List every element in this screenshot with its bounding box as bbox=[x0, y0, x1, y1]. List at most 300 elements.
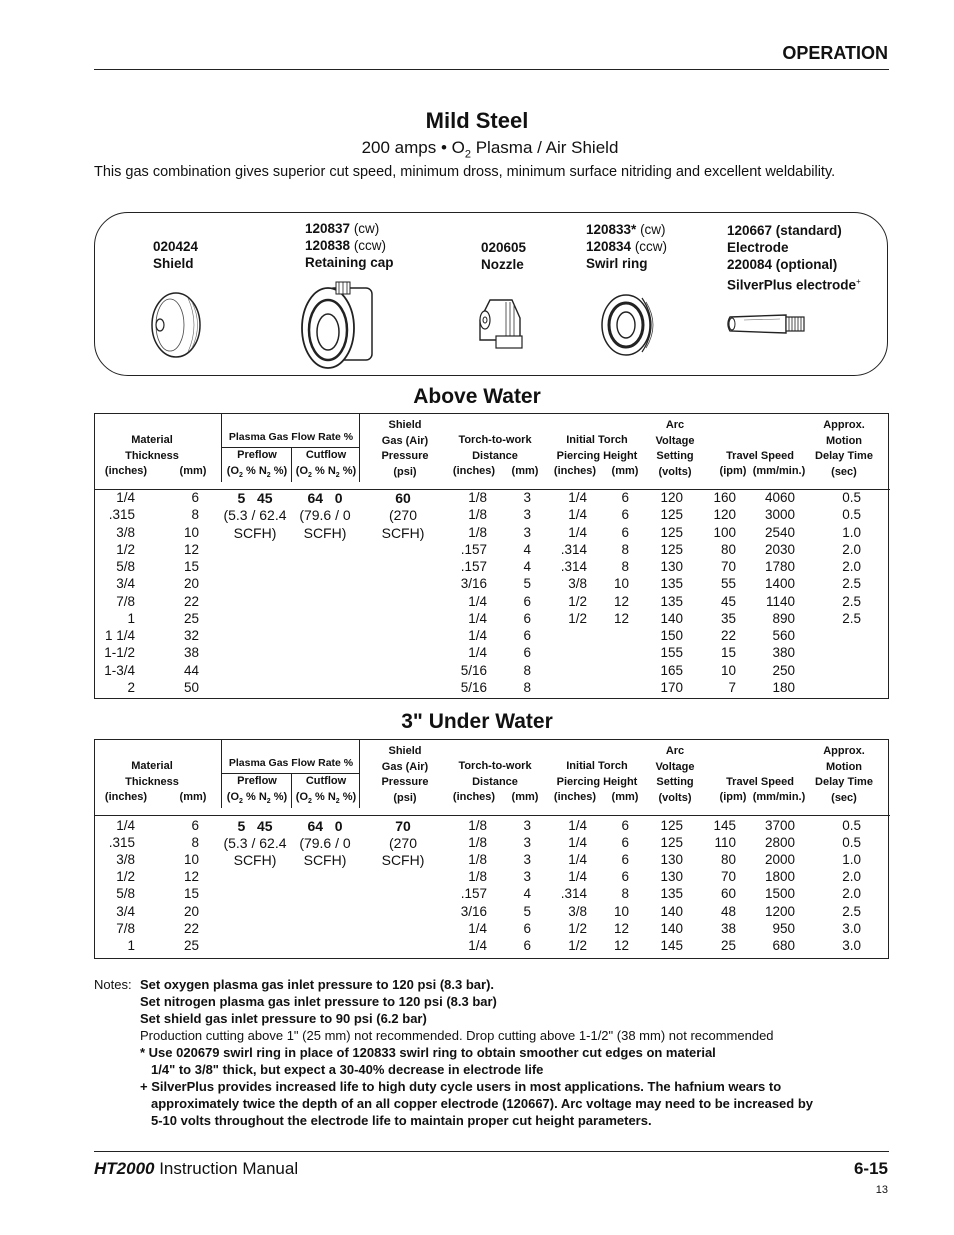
part-superscript: + bbox=[856, 277, 861, 286]
delay-time-header: Delay Time bbox=[815, 776, 873, 788]
table-row bbox=[95, 576, 890, 593]
thickness-inches: 1/4 bbox=[116, 818, 135, 833]
pierce-height-mm: 8 bbox=[621, 541, 629, 557]
cutflow-value: (79.6 / 0 bbox=[299, 507, 351, 524]
manual-name: Instruction Manual bbox=[154, 1159, 299, 1178]
pierce-height-inches: 3/8 bbox=[568, 903, 587, 919]
pierce-height-inches: 1/2 bbox=[568, 937, 587, 953]
thickness-inches: 5/8 bbox=[116, 886, 135, 902]
part-label-line bbox=[586, 221, 667, 238]
note-line: * Use 020679 swirl ring in place of 120833 swirl ring to obtain smoother cut edges on material bbox=[140, 1045, 716, 1060]
travel-speed-mm-min: 1780 bbox=[764, 559, 795, 574]
arc-voltage-header: Arc bbox=[665, 745, 685, 757]
preflow-value: (5.3 / 62.4 bbox=[223, 507, 287, 524]
mm-header: (mm) bbox=[179, 791, 207, 803]
table-row bbox=[95, 628, 890, 645]
o2n2-text: (O bbox=[295, 465, 309, 477]
part-number: 120838 bbox=[305, 238, 351, 253]
inches-header: (inches) bbox=[452, 465, 496, 477]
delay-time: 0.5 bbox=[842, 507, 861, 523]
travel-speed-ipm: 55 bbox=[720, 576, 736, 592]
notes-label: Notes: bbox=[94, 977, 132, 992]
thickness-inches: 1-3/4 bbox=[104, 662, 135, 678]
thickness-mm: 8 bbox=[191, 507, 199, 523]
o2n2-text: % N bbox=[311, 791, 336, 803]
part-label-line bbox=[305, 237, 394, 254]
part-label-line bbox=[727, 239, 861, 256]
pierce-height-inches: .314 bbox=[560, 541, 587, 557]
travel-speed-ipm: 48 bbox=[720, 903, 736, 919]
arc-voltage: 140 bbox=[660, 610, 683, 626]
pierce-height-inches: .314 bbox=[560, 559, 587, 574]
pierce-height-header: Initial Torch bbox=[566, 434, 628, 446]
part-direction: (ccw) bbox=[350, 238, 387, 253]
pierce-height-inches: 1/2 bbox=[568, 593, 587, 609]
torch-distance-header: Torch-to-work bbox=[458, 434, 532, 446]
part-number: 020605 bbox=[481, 240, 527, 255]
pierce-height-mm: 12 bbox=[613, 593, 629, 609]
cutflow-value: SCFH) bbox=[303, 524, 347, 541]
retaining-cap-part-icon bbox=[298, 280, 380, 372]
mm-header: (mm) bbox=[511, 791, 539, 803]
torch-distance-mm: 6 bbox=[523, 645, 531, 661]
part-label-line bbox=[586, 255, 667, 272]
torch-distance-inches: 1/8 bbox=[468, 507, 487, 523]
travel-speed-mm-min: 3700 bbox=[764, 818, 795, 833]
thickness-inches: 3/8 bbox=[116, 524, 135, 540]
delay-time-header: Motion bbox=[825, 434, 863, 447]
table-row bbox=[95, 645, 890, 662]
travel-speed-ipm: 120 bbox=[713, 507, 736, 523]
header-rule bbox=[94, 69, 889, 70]
travel-speed-mm-min: 1800 bbox=[764, 869, 795, 885]
thickness-mm: 6 bbox=[191, 490, 199, 505]
arc-voltage: 140 bbox=[660, 920, 683, 936]
torch-distance-mm: 6 bbox=[523, 610, 531, 626]
arc-voltage: 130 bbox=[660, 559, 683, 574]
thickness-mm: 22 bbox=[183, 593, 199, 609]
travel-speed-mm-min: 950 bbox=[772, 920, 795, 936]
pierce-height-mm: 6 bbox=[621, 818, 629, 833]
footer-rule bbox=[94, 1151, 889, 1152]
section-header: OPERATION bbox=[782, 43, 888, 63]
thickness-inches: 1 bbox=[127, 610, 135, 626]
table-row bbox=[95, 921, 890, 938]
delay-time: 2.0 bbox=[842, 541, 861, 557]
o2n2-text: %) bbox=[339, 465, 357, 477]
cutflow-units bbox=[292, 464, 360, 484]
part-number: 120834 bbox=[586, 239, 632, 254]
torch-distance-inches: 1/4 bbox=[468, 645, 487, 661]
torch-distance-inches: 1/8 bbox=[468, 835, 487, 851]
page-title: Mild Steel bbox=[425, 108, 529, 133]
torch-distance-inches: .157 bbox=[460, 559, 487, 574]
inches-header: (inches) bbox=[104, 791, 148, 803]
table-row bbox=[95, 663, 890, 680]
preflow-value: SCFH) bbox=[233, 524, 277, 541]
thickness-mm: 12 bbox=[183, 869, 199, 885]
thickness-mm: 10 bbox=[183, 852, 199, 868]
thickness-inches: 1 1/4 bbox=[104, 628, 135, 643]
arc-voltage: 170 bbox=[660, 679, 683, 695]
thickness-mm: 25 bbox=[183, 937, 199, 953]
part-label-line bbox=[305, 220, 394, 237]
travel-speed-ipm: 110 bbox=[714, 835, 736, 851]
preflow-value: 5 45 bbox=[237, 490, 273, 506]
travel-speed-mm-min: 250 bbox=[772, 662, 795, 678]
note-line: 1/4" to 3/8" thick, but expect a 30-40% decrease in electrode life bbox=[151, 1062, 544, 1077]
torch-distance-inches: 3/16 bbox=[460, 576, 487, 592]
delay-time: 0.5 bbox=[842, 835, 861, 851]
mm-header: (mm) bbox=[611, 791, 639, 803]
delay-time: 1.0 bbox=[842, 524, 861, 540]
mm-min-header: (mm/min.) bbox=[752, 465, 806, 477]
table-row bbox=[95, 938, 890, 955]
o2n2-sub: 2 bbox=[266, 472, 271, 480]
delay-time: 2.5 bbox=[842, 593, 861, 609]
travel-speed-mm-min: 1400 bbox=[764, 576, 795, 592]
part-number: Shield bbox=[153, 256, 194, 271]
pierce-height-mm: 6 bbox=[621, 524, 629, 540]
pierce-height-inches: 3/8 bbox=[568, 576, 587, 592]
arc-voltage: 125 bbox=[660, 507, 683, 523]
process-subtitle: 200 amps • $O_2$ Plasma / Air Shield bbox=[361, 138, 619, 161]
torch-distance-mm: 6 bbox=[523, 593, 531, 609]
o2n2-sub: 2 bbox=[308, 798, 312, 806]
travel-speed-mm-min: 1500 bbox=[764, 886, 795, 902]
shield-header: Shield bbox=[388, 745, 422, 757]
table-row bbox=[95, 559, 890, 576]
pierce-height-header: Piercing Height bbox=[556, 776, 638, 788]
thickness-mm: 32 bbox=[183, 628, 199, 643]
part-label-line bbox=[586, 238, 667, 255]
note-line: 5-10 volts throughout the electrode life to maintain proper cut height parameters. bbox=[151, 1113, 652, 1128]
thickness-mm: 50 bbox=[183, 679, 199, 695]
thickness-mm: 15 bbox=[183, 559, 199, 574]
part-label-line bbox=[481, 256, 526, 273]
torch-distance-mm: 3 bbox=[523, 507, 531, 523]
travel-speed-ipm: 100 bbox=[713, 524, 736, 540]
torch-distance-inches: 1/8 bbox=[468, 852, 487, 868]
table-row bbox=[95, 611, 890, 628]
torch-distance-inches: .157 bbox=[460, 886, 487, 902]
travel-speed-ipm: 45 bbox=[720, 593, 736, 609]
inches-header: (inches) bbox=[553, 465, 597, 477]
travel-speed-mm-min: 4060 bbox=[764, 490, 795, 505]
shield-header: Gas (Air) bbox=[381, 434, 429, 447]
mm-header: (mm) bbox=[179, 465, 207, 477]
torch-distance-mm: 6 bbox=[523, 920, 531, 936]
o2n2-sub: 2 bbox=[335, 472, 340, 480]
part-number: 220084 (optional) bbox=[727, 257, 838, 272]
torch-distance-mm: 5 bbox=[523, 576, 531, 592]
table-row bbox=[95, 835, 890, 852]
torch-distance-mm: 6 bbox=[523, 937, 531, 953]
travel-speed-mm-min: 1200 bbox=[764, 903, 795, 919]
inches-header: (inches) bbox=[553, 791, 597, 803]
travel-speed-ipm: 7 bbox=[728, 679, 736, 695]
part-label bbox=[305, 220, 394, 271]
arc-voltage-header: Setting bbox=[656, 450, 694, 462]
travel-speed-mm-min: 3000 bbox=[764, 507, 795, 523]
o2n2-sub: 2 bbox=[266, 798, 271, 806]
shield-header: (psi) bbox=[393, 465, 417, 478]
cutflow-value: SCFH) bbox=[303, 852, 347, 869]
travel-speed-ipm: 22 bbox=[720, 628, 736, 643]
thickness-mm: 6 bbox=[191, 818, 199, 833]
part-number: 120837 bbox=[305, 221, 351, 236]
part-number: Electrode bbox=[727, 240, 789, 255]
travel-speed-mm-min: 890 bbox=[772, 610, 795, 626]
thickness-mm: 22 bbox=[183, 920, 199, 936]
arc-voltage-header: (volts) bbox=[658, 465, 692, 478]
torch-distance-inches: 1/4 bbox=[468, 610, 487, 626]
delay-time: 2.0 bbox=[842, 559, 861, 574]
travel-speed-ipm: 15 bbox=[720, 645, 736, 661]
part-label-line bbox=[727, 256, 861, 273]
o2n2-text: % N bbox=[242, 791, 267, 803]
delay-time: 3.0 bbox=[842, 937, 861, 953]
travel-speed-ipm: 25 bbox=[720, 937, 736, 953]
pierce-height-mm: 8 bbox=[621, 559, 629, 574]
pierce-height-header: Piercing Height bbox=[556, 450, 638, 462]
travel-speed-mm-min: 680 bbox=[772, 937, 795, 953]
torch-distance-inches: .157 bbox=[460, 541, 487, 557]
table-row bbox=[95, 886, 890, 903]
delay-time: 2.0 bbox=[842, 869, 861, 885]
torch-distance-header: Torch-to-work bbox=[458, 760, 532, 772]
part-direction: (cw) bbox=[636, 222, 666, 237]
torch-distance-mm: 8 bbox=[523, 662, 531, 678]
pierce-height-inches: 1/4 bbox=[568, 869, 587, 885]
arc-voltage: 140 bbox=[660, 903, 683, 919]
preflow-units bbox=[222, 790, 292, 810]
torch-distance-mm: 3 bbox=[523, 490, 531, 505]
delay-time-header: (sec) bbox=[831, 465, 857, 478]
cutflow-value: 64 0 bbox=[307, 818, 343, 834]
arc-voltage: 135 bbox=[660, 576, 683, 592]
table-row bbox=[95, 542, 890, 559]
arc-voltage: 165 bbox=[660, 662, 683, 678]
note-line: Production cutting above 1" (25 mm) not recommended. Drop cutting above 1-1/2" (38 mm) not recommended bbox=[140, 1028, 774, 1043]
shield-header: Gas (Air) bbox=[381, 760, 429, 773]
delay-time-header: Motion bbox=[825, 760, 863, 773]
torch-distance-mm: 4 bbox=[523, 886, 531, 902]
table-row bbox=[95, 904, 890, 921]
manual-title bbox=[94, 1159, 298, 1179]
swirl-ring-part-icon bbox=[598, 292, 662, 358]
pierce-height-inches: 1/2 bbox=[568, 610, 587, 626]
pierce-height-inches: 1/4 bbox=[568, 524, 587, 540]
pierce-height-mm: 6 bbox=[621, 507, 629, 523]
part-number: Retaining cap bbox=[305, 255, 394, 270]
pierce-height-inches: 1/4 bbox=[568, 835, 587, 851]
arc-voltage-header: (volts) bbox=[658, 791, 692, 804]
travel-speed-ipm: 35 bbox=[720, 610, 736, 626]
travel-speed-ipm: 70 bbox=[720, 559, 736, 574]
mm-header: (mm) bbox=[611, 465, 639, 477]
torch-distance-inches: 5/16 bbox=[460, 662, 487, 678]
part-label-line bbox=[153, 255, 198, 272]
o2n2-sub: 2 bbox=[335, 798, 340, 806]
torch-distance-mm: 4 bbox=[523, 559, 531, 574]
electrode-part-icon bbox=[724, 308, 808, 340]
delay-time: 2.5 bbox=[842, 903, 861, 919]
o2n2-sub: 2 bbox=[308, 472, 312, 480]
travel-speed-mm-min: 2030 bbox=[764, 541, 795, 557]
travel-speed-mm-min: 2540 bbox=[764, 524, 795, 540]
pierce-height-mm: 6 bbox=[621, 835, 629, 851]
model-name: HT2000 bbox=[94, 1159, 155, 1178]
arc-voltage: 150 bbox=[660, 628, 683, 643]
torch-distance-inches: 1/8 bbox=[468, 524, 487, 540]
delay-time: 2.0 bbox=[842, 886, 861, 902]
thickness-inches: 3/4 bbox=[116, 576, 135, 592]
preflow-units bbox=[222, 464, 292, 484]
table-row bbox=[95, 869, 890, 886]
thickness-mm: 10 bbox=[183, 524, 199, 540]
travel-speed-ipm: 38 bbox=[720, 920, 736, 936]
delay-time: 2.5 bbox=[842, 576, 861, 592]
o2n2-text: %) bbox=[270, 791, 288, 803]
torch-distance-mm: 3 bbox=[523, 852, 531, 868]
travel-speed-ipm: 80 bbox=[720, 541, 736, 557]
travel-speed-mm-min: 1140 bbox=[765, 593, 795, 609]
shield-pressure-value: 70 bbox=[395, 818, 411, 834]
thickness-inches: .315 bbox=[108, 835, 135, 851]
torch-distance-inches: 1/4 bbox=[468, 628, 487, 643]
pierce-height-inches: 1/4 bbox=[568, 852, 587, 868]
table-row bbox=[95, 818, 890, 835]
table-row bbox=[95, 852, 890, 869]
thickness-inches: 3/8 bbox=[116, 852, 135, 868]
preflow-header: Preflow bbox=[237, 449, 277, 461]
pierce-height-inches: 1/4 bbox=[568, 507, 587, 523]
arc-voltage: 125 bbox=[660, 541, 683, 557]
shield-pressure-value: SCFH) bbox=[381, 852, 425, 869]
thickness-mm: 20 bbox=[183, 576, 199, 592]
arc-voltage: 125 bbox=[660, 835, 683, 851]
o2n2-sub: 2 bbox=[239, 798, 243, 806]
intro-text: This gas combination gives superior cut speed, minimum dross, minimum surface nitriding and excellent weldability. bbox=[94, 164, 836, 180]
under-water-table bbox=[94, 739, 889, 959]
travel-speed-mm-min: 180 bbox=[772, 679, 795, 695]
torch-distance-mm: 3 bbox=[523, 869, 531, 885]
note-line: + SilverPlus provides increased life to high duty cycle users in most applications. The hafnium wears to bbox=[140, 1079, 782, 1094]
thickness-inches: 1 bbox=[127, 937, 135, 953]
arc-voltage: 155 bbox=[660, 645, 683, 661]
part-label bbox=[586, 221, 667, 272]
part-label bbox=[153, 238, 198, 272]
note-line: Set oxygen plasma gas inlet pressure to 120 psi (8.3 bar). bbox=[140, 977, 495, 992]
travel-speed-header: Travel Speed bbox=[726, 450, 794, 462]
part-number: SilverPlus electrode bbox=[727, 277, 857, 293]
delay-time: 0.5 bbox=[842, 490, 861, 505]
cutflow-value: (79.6 / 0 bbox=[299, 835, 351, 852]
part-label-line bbox=[153, 238, 198, 255]
ipm-header: (ipm) bbox=[719, 791, 747, 803]
delay-time: 0.5 bbox=[842, 818, 861, 833]
thickness-inches: 1/2 bbox=[116, 869, 135, 885]
material-header: Thickness bbox=[125, 776, 179, 788]
thickness-inches: .315 bbox=[108, 507, 135, 523]
table-row bbox=[95, 680, 890, 697]
cutflow-header: Cutflow bbox=[305, 775, 347, 787]
arc-voltage-header: Voltage bbox=[655, 434, 695, 447]
delay-time-header: Approx. bbox=[823, 419, 865, 431]
shield-pressure-value: (270 bbox=[388, 507, 418, 524]
torch-distance-inches: 3/16 bbox=[460, 903, 487, 919]
o2n2-text: (O bbox=[226, 465, 240, 477]
torch-distance-mm: 3 bbox=[523, 524, 531, 540]
o2n2-text: (O bbox=[295, 791, 309, 803]
material-header: Thickness bbox=[125, 450, 179, 462]
part-number: Nozzle bbox=[481, 257, 524, 272]
table-row bbox=[95, 594, 890, 611]
pierce-height-mm: 12 bbox=[613, 920, 629, 936]
part-label-line bbox=[481, 239, 526, 256]
pierce-height-header: Initial Torch bbox=[566, 760, 628, 772]
pierce-height-mm: 6 bbox=[621, 852, 629, 868]
pierce-height-mm: 10 bbox=[613, 903, 629, 919]
delay-time: 1.0 bbox=[842, 852, 861, 868]
part-label bbox=[727, 222, 861, 294]
arc-voltage: 130 bbox=[660, 869, 683, 885]
arc-voltage-header: Arc bbox=[665, 419, 685, 431]
section-page-number: 6-15 bbox=[853, 1159, 888, 1178]
table-row bbox=[95, 507, 890, 524]
thickness-inches: 3/4 bbox=[116, 903, 135, 919]
delay-time-header: (sec) bbox=[831, 791, 857, 804]
part-label-line bbox=[305, 254, 394, 271]
above-water-table bbox=[94, 413, 889, 699]
travel-speed-mm-min: 2000 bbox=[764, 852, 795, 868]
torch-distance-inches: 1/4 bbox=[468, 937, 487, 953]
part-direction: (cw) bbox=[350, 221, 380, 236]
mm-min-header: (mm/min.) bbox=[752, 791, 806, 803]
o2n2-text: (O bbox=[226, 791, 240, 803]
o2n2-text: %) bbox=[339, 791, 357, 803]
travel-speed-mm-min: 2800 bbox=[764, 835, 795, 851]
travel-speed-ipm: 145 bbox=[713, 818, 736, 833]
o2n2-text: % N bbox=[242, 465, 267, 477]
travel-speed-mm-min: 560 bbox=[772, 628, 795, 643]
part-number: Swirl ring bbox=[586, 256, 648, 271]
thickness-mm: 25 bbox=[183, 610, 199, 626]
torch-distance-header: Distance bbox=[472, 776, 518, 788]
torch-distance-mm: 4 bbox=[523, 541, 531, 557]
pierce-height-inches: 1/4 bbox=[568, 818, 587, 833]
travel-speed-ipm: 80 bbox=[720, 852, 736, 868]
inches-header: (inches) bbox=[452, 791, 496, 803]
torch-distance-inches: 1/8 bbox=[468, 869, 487, 885]
thickness-mm: 12 bbox=[183, 541, 199, 557]
part-number: 020424 bbox=[153, 239, 199, 254]
pierce-height-inches: .314 bbox=[560, 886, 587, 902]
thickness-mm: 20 bbox=[183, 903, 199, 919]
cutflow-units bbox=[292, 790, 360, 810]
part-direction: (ccw) bbox=[631, 239, 668, 254]
shield-header: Shield bbox=[388, 419, 422, 431]
note-line: Set nitrogen plasma gas inlet pressure to 120 psi (8.3 bar) bbox=[140, 994, 497, 1009]
thickness-inches: 1-1/2 bbox=[104, 645, 135, 661]
thickness-inches: 7/8 bbox=[116, 920, 135, 936]
pierce-height-inches: 1/2 bbox=[568, 920, 587, 936]
preflow-header: Preflow bbox=[237, 775, 277, 787]
pierce-height-mm: 6 bbox=[621, 869, 629, 885]
torch-distance-inches: 1/8 bbox=[468, 818, 487, 833]
preflow-value: 5 45 bbox=[237, 818, 273, 834]
